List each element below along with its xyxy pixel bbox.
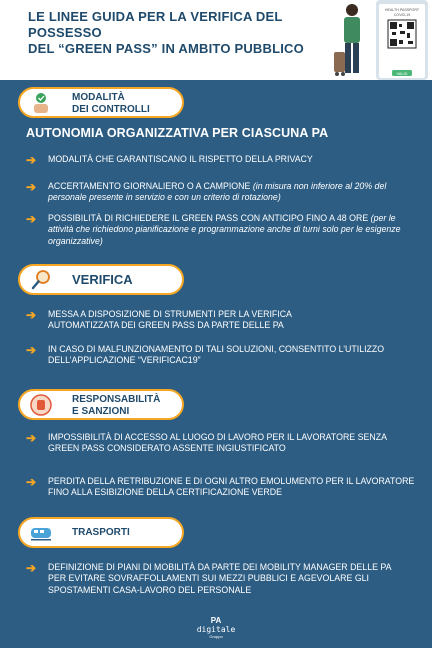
item-text: DEFINIZIONE DI PIANI DI MOBILITÀ DA PARTE DEI MOBILITY MANAGER DELLE PA PER EVITARE SOVRAFFOLLAMENTI SUI MEZZI PUBBLICI E AGEVOLARE GLI SPOSTAMENTI CASA-LAVORO DEL PERSONALE: [48, 562, 391, 595]
section-pill-modalita: [18, 87, 184, 118]
arrow-right-icon: ➔: [26, 431, 37, 445]
arrow-right-icon: ➔: [26, 180, 37, 194]
section-pill-trasporti: [18, 517, 184, 548]
item-note: (in misura non inferiore al 20% del personale presente in servizio e con un criterio di rotazione): [48, 181, 387, 203]
title-line-1: LE LINEE GUIDA PER LA VERIFICA DEL POSSESSO: [28, 9, 283, 40]
logo-sub-text: Gruppo: [209, 634, 223, 639]
section-pill-verifica: [18, 264, 184, 295]
item-text: PERDITA DELLA RETRIBUZIONE E DI OGNI ALTRO EMOLUMENTO PER IL LAVORATORE FINO ALLA ESIBIZIONE DELLA CERTIFICAZIONE VERDE: [48, 476, 415, 498]
item-note: (per le attività che richiedono pianificazione e programmazione anche di turni solo per le esigenze organizzative): [48, 213, 401, 246]
stop-hand-icon: [30, 394, 52, 416]
section-label: VERIFICA: [72, 272, 133, 287]
item-text: MESSA A DISPOSIZIONE DI STRUMENTI PER LA VERIFICA AUTOMATIZZATA DEI GREEN PASS DA PARTE DELLE PA: [48, 309, 292, 331]
item-text: IMPOSSIBILITÀ DI ACCESSO AL LUOGO DI LAVORO PER IL LAVORATORE SENZA GREEN PASS CONSIDERATO ASSENTE INGIUSTIFICATO: [48, 432, 387, 454]
item-text: MODALITÀ CHE GARANTISCANO IL RISPETTO DELLA PRIVACY: [48, 154, 313, 164]
logo-top-text: PA: [210, 616, 222, 625]
checkmark-hand-icon: [30, 92, 52, 114]
phone-heading: HEALTH PASSPORT: [384, 8, 420, 12]
train-icon: [30, 522, 52, 544]
arrow-right-icon: ➔: [26, 153, 37, 167]
arrow-right-icon: ➔: [26, 212, 37, 226]
arrow-right-icon: ➔: [26, 561, 37, 575]
section-label-line2: E SANZIONI: [72, 406, 130, 417]
section-label: TRASPORTI: [72, 527, 130, 538]
pa-digitale-logo: [196, 616, 236, 642]
header: [0, 0, 432, 80]
section-pill-responsabilita: [18, 389, 184, 420]
item-text: POSSIBILITÀ DI RICHIEDERE IL GREEN PASS CON ANTICIPO FINO A 48 ORE: [48, 213, 371, 223]
magnifier-icon: [30, 269, 52, 291]
section-subheading: AUTONOMIA ORGANIZZATIVA PER CIASCUNA PA: [26, 126, 329, 140]
section-label-line1: RESPONSABILITÀ: [72, 394, 161, 405]
person-with-phone-illustration: [330, 0, 432, 80]
title-line-2: DEL “GREEN PASS” IN AMBITO PUBBLICO: [28, 41, 304, 56]
logo-main-text: digitale: [196, 625, 236, 634]
arrow-right-icon: ➔: [26, 343, 37, 357]
section-label-line2: DEI CONTROLLI: [72, 104, 150, 115]
arrow-right-icon: ➔: [26, 308, 37, 322]
page-title: [28, 9, 338, 57]
arrow-right-icon: ➔: [26, 475, 37, 489]
valid-badge-label: VALID: [396, 71, 408, 76]
phone-subheading: COVID-19: [393, 13, 411, 17]
item-text: IN CASO DI MALFUNZIONAMENTO DI TALI SOLUZIONI, CONSENTITO L’UTILIZZO DELL’APPLICAZIONE “VERIFICAC19”: [48, 344, 385, 366]
qr-code-icon: [388, 20, 416, 48]
section-label-line1: MODALITÀ: [72, 92, 125, 103]
item-text: ACCERTAMENTO GIORNALIERO O A CAMPIONE: [48, 181, 253, 191]
